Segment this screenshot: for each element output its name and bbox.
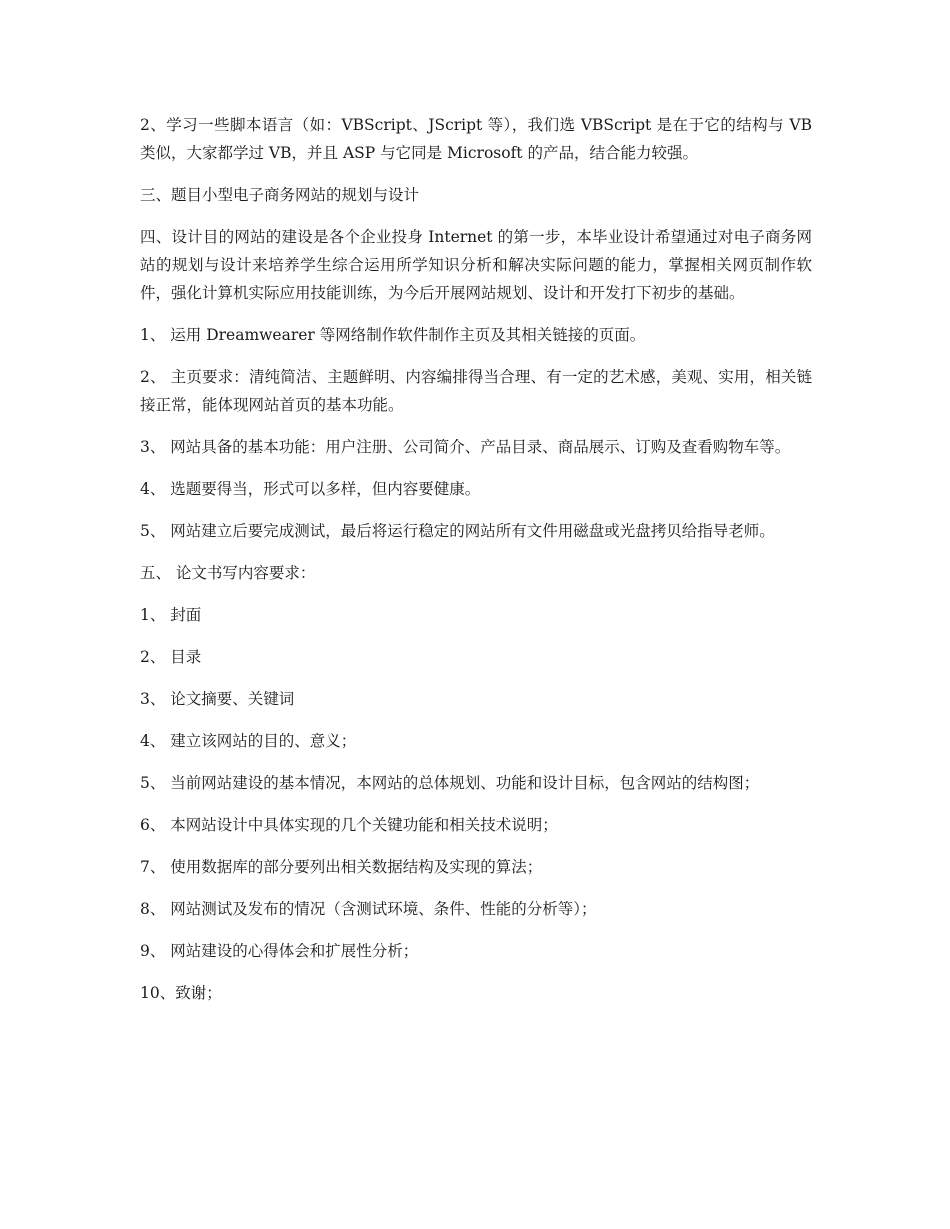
- list-item-thesis-3: 3、 论文摘要、关键词: [140, 690, 295, 708]
- section-heading-topic: 三、题目小型电子商务网站的规划与设计: [140, 186, 420, 204]
- list-item-requirement-5: 5、 网站建立后要完成测试，最后将运行稳定的网站所有文件用磁盘或光盘拷贝给指导老师。: [140, 522, 775, 540]
- section-heading-thesis-requirements: 五、 论文书写内容要求：: [140, 564, 316, 582]
- list-item-requirement-2: 2、 主页要求：清纯简洁、主题鲜明、内容编排得当合理、有一定的艺术感，美观、实用，相关链接正常，能体现网站首页的基本功能。: [140, 368, 812, 414]
- list-item-requirement-4: 4、 选题要得当，形式可以多样，但内容要健康。: [140, 480, 481, 498]
- list-item-thesis-10: 10、致谢；: [140, 984, 222, 1002]
- list-item-thesis-8: 8、 网站测试及发布的情况（含测试环境、条件、性能的分析等）；: [140, 900, 597, 918]
- paragraph-scripting-languages: 2、学习一些脚本语言（如：VBScript、JScript 等），我们选 VBScript 是在于它的结构与 VB 类似，大家都学过 VB，并且 ASP 与它同是 Microsoft 的产品，结合能力较强。: [140, 116, 812, 162]
- list-item-thesis-9: 9、 网站建设的心得体会和扩展性分析；: [140, 942, 419, 960]
- list-item-thesis-4: 4、 建立该网站的目的、意义；: [140, 732, 357, 750]
- list-item-requirement-1: 1、 运用 Dreamwearer 等网络制作软件制作主页及其相关链接的页面。: [140, 326, 646, 344]
- list-item-requirement-3: 3、 网站具备的基本功能：用户注册、公司简介、产品目录、商品展示、订购及查看购物车等。: [140, 438, 791, 456]
- list-item-thesis-7: 7、 使用数据库的部分要列出相关数据结构及实现的算法；: [140, 858, 543, 876]
- paragraph-design-purpose: 四、设计目的网站的建设是各个企业投身 Internet 的第一步，本毕业设计希望通过对电子商务网站的规划与设计来培养学生综合运用所学知识分析和解决实际问题的能力，掌握相关网页制作软件，强化计算机实际应用技能训练，为今后开展网站规划、设计和开发打下初步的基础。: [140, 228, 812, 302]
- list-item-thesis-1: 1、 封面: [140, 606, 202, 624]
- document-page: [140, 111, 812, 1021]
- list-item-thesis-5: 5、 当前网站建设的基本情况，本网站的总体规划、功能和设计目标，包含网站的结构图；: [140, 774, 760, 792]
- list-item-thesis-6: 6、 本网站设计中具体实现的几个关键功能和相关技术说明；: [140, 816, 558, 834]
- list-item-thesis-2: 2、 目录: [140, 648, 202, 666]
